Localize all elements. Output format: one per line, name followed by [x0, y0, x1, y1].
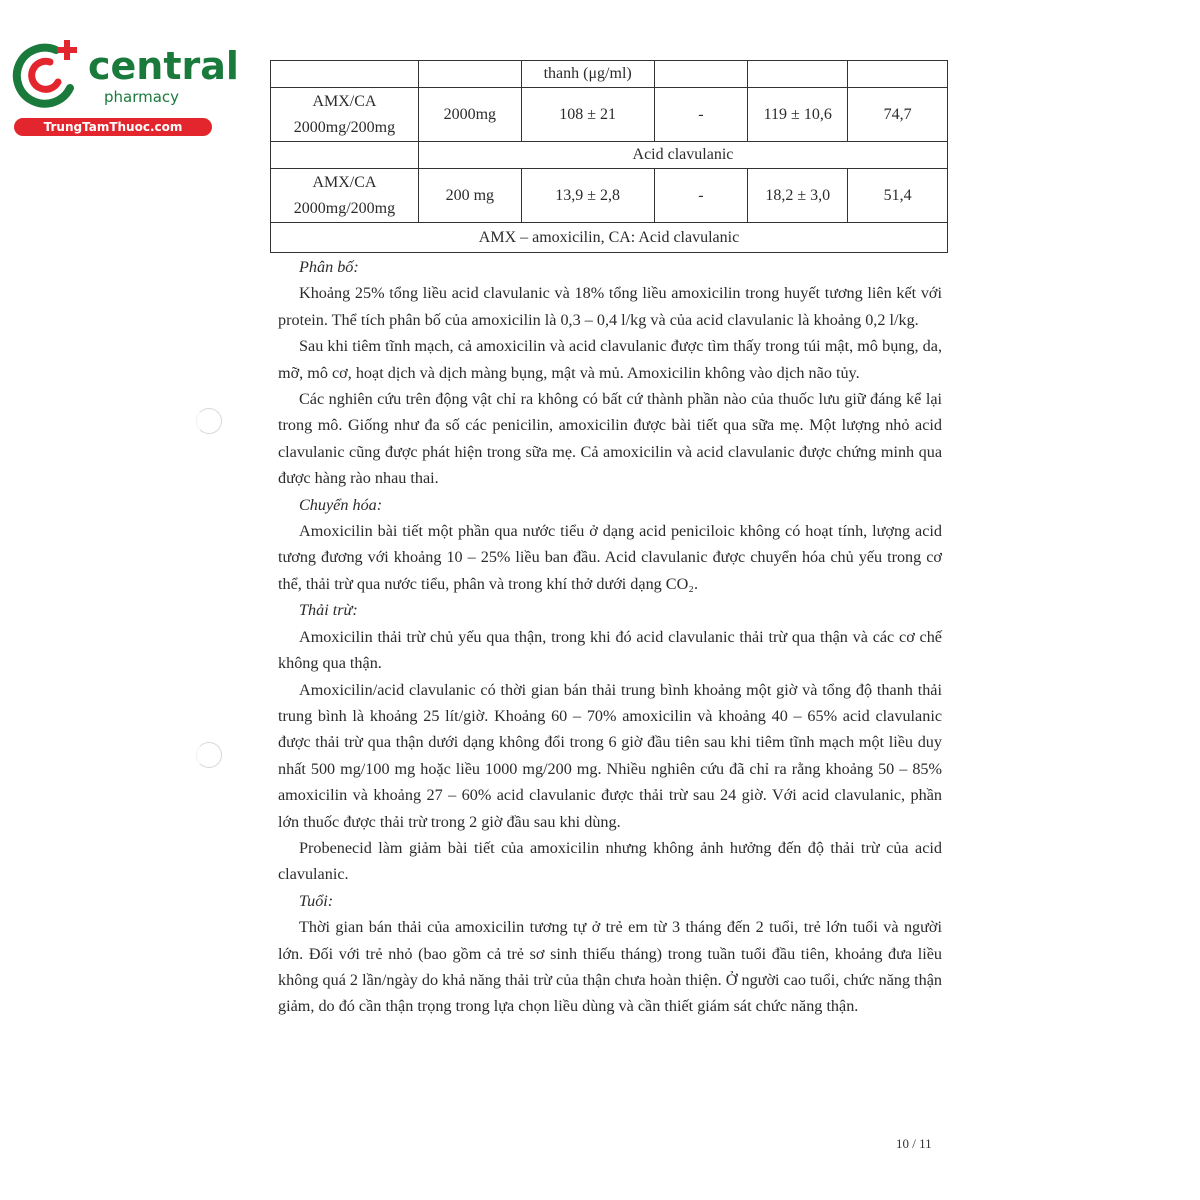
- table-cell: 200 mg: [418, 169, 521, 223]
- table-cell: [271, 61, 419, 88]
- table-cell: [418, 61, 521, 88]
- table-cell-drug: AMX/CA 2000mg/200mg: [271, 169, 419, 223]
- page-number: 10 / 11: [896, 1136, 932, 1151]
- paragraph: Thời gian bán thải của amoxicilin tương tự ở trẻ em từ 3 tháng đến 2 tuổi, trẻ lớn tuổi và người lớn. Đối với trẻ nhỏ (bao gồm cả trẻ sơ sinh thiếu tháng) trong tuần tuổi đầu tiên, khoảng đưa liều không quá 2 lần/ngày do khả năng thải trừ của thận chưa hoàn thiện. Ở người cao tuổi, chức năng thận giảm, do đó cần thận trọng trong lựa chọn liều dùng và cần thiết giám sát chức năng thận.: [278, 918, 942, 1016]
- table-row: [271, 169, 948, 223]
- logo-url-badge: TrungTamThuoc.com: [14, 118, 212, 136]
- paragraph: Amoxicilin bài tiết một phần qua nước tiểu ở dạng acid peniciloic không có hoạt tính, lượng acid tương đương với khoảng 10 – 25% liều ban đầu. Acid clavulanic được chuyển hóa chủ yếu trong cơ thể, thải trừ qua nước tiểu, phân và trong khí thở dưới dạng CO₂.: [278, 522, 942, 593]
- table-cell: [748, 61, 848, 88]
- table-cell: 18,2 ± 3,0: [748, 169, 848, 223]
- section-heading: Thải trừ:: [299, 601, 358, 620]
- pharmacokinetics-table: [270, 60, 948, 253]
- table-cell: -: [654, 169, 748, 223]
- section-heading: Chuyển hóa:: [299, 495, 383, 514]
- table-row: [271, 61, 948, 88]
- table-row: [271, 223, 948, 253]
- table-cell: 108 ± 21: [521, 88, 654, 142]
- brand-logo: [10, 36, 239, 136]
- document-body: [278, 254, 942, 1020]
- table-footnote: AMX – amoxicilin, CA: Acid clavulanic: [271, 223, 948, 253]
- punch-hole-bottom: [196, 742, 222, 768]
- punch-hole-top: [196, 408, 222, 434]
- table-cell-drug: AMX/CA 2000mg/200mg: [271, 88, 419, 142]
- table-cell: 2000mg: [418, 88, 521, 142]
- paragraph: Sau khi tiêm tĩnh mạch, cả amoxicilin và acid clavulanic được tìm thấy trong túi mật, mô bụng, da, mỡ, mô cơ, hoạt dịch và dịch màng bụng, mật và mủ. Amoxicilin không vào dịch não tủy.: [278, 337, 942, 382]
- section-heading: Phân bố:: [299, 258, 359, 276]
- table-section-header: Acid clavulanic: [418, 142, 947, 169]
- paragraph: Khoảng 25% tổng liều acid clavulanic và 18% tổng liều amoxicilin trong huyết tương liên kết với protein. Thể tích phân bố của amoxicilin là 0,3 – 0,4 l/kg và của acid clavulanic là khoảng 0,2 l/kg.: [278, 284, 942, 329]
- table-cell: [848, 61, 948, 88]
- logo-brand-text: central: [88, 44, 239, 88]
- paragraph: Amoxicilin/acid clavulanic có thời gian bán thải trung bình khoảng một giờ và tổng độ thanh thải trung bình là khoảng 25 lít/giờ. Khoảng 60 – 70% amoxicilin và khoảng 40 – 65% acid clavulanic được thải trừ qua thận dưới dạng không đổi trong 6 giờ đầu tiên sau khi tiêm tĩnh mạch một liều duy nhất 500 mg/100 mg hoặc liều 1000 mg/200 mg. Nhiều nghiên cứu đã chỉ ra rằng khoảng 50 – 85% amoxicilin và khoảng 27 – 60% acid clavulanic được thải trừ sau 24 giờ. Với acid clavulanic, phần lớn thuốc được thải trừ trong 2 giờ đầu sau khi dùng.: [278, 680, 942, 831]
- table-row: [271, 88, 948, 142]
- table-cell: [654, 61, 748, 88]
- table-cell: 51,4: [848, 169, 948, 223]
- table-row: [271, 142, 948, 169]
- central-pharmacy-logo-icon: [10, 36, 86, 114]
- table-cell: thanh (μg/ml): [521, 61, 654, 88]
- table-cell: 13,9 ± 2,8: [521, 169, 654, 223]
- logo-sub-text: pharmacy: [104, 88, 180, 106]
- table-cell: 74,7: [848, 88, 948, 142]
- table-cell: -: [654, 88, 748, 142]
- table-cell: [271, 142, 419, 169]
- paragraph: Các nghiên cứu trên động vật chỉ ra không có bất cứ thành phần nào của thuốc lưu giữ đáng kể lại trong mô. Giống như đa số các penicilin, amoxicilin được bài tiết qua sữa mẹ. Một lượng nhỏ acid clavulanic cũng được phát hiện trong sữa mẹ. Cả amoxicilin và acid clavulanic được chứng minh qua được hàng rào nhau thai.: [278, 390, 942, 488]
- table-cell: 119 ± 10,6: [748, 88, 848, 142]
- paragraph: Amoxicilin thải trừ chủ yếu qua thận, trong khi đó acid clavulanic thải trừ qua thận và các cơ chế không qua thận.: [278, 627, 942, 673]
- section-heading: Tuổi:: [299, 891, 334, 910]
- paragraph: Probenecid làm giảm bài tiết của amoxicilin nhưng không ảnh hưởng đến độ thải trừ của acid clavulanic.: [278, 838, 942, 884]
